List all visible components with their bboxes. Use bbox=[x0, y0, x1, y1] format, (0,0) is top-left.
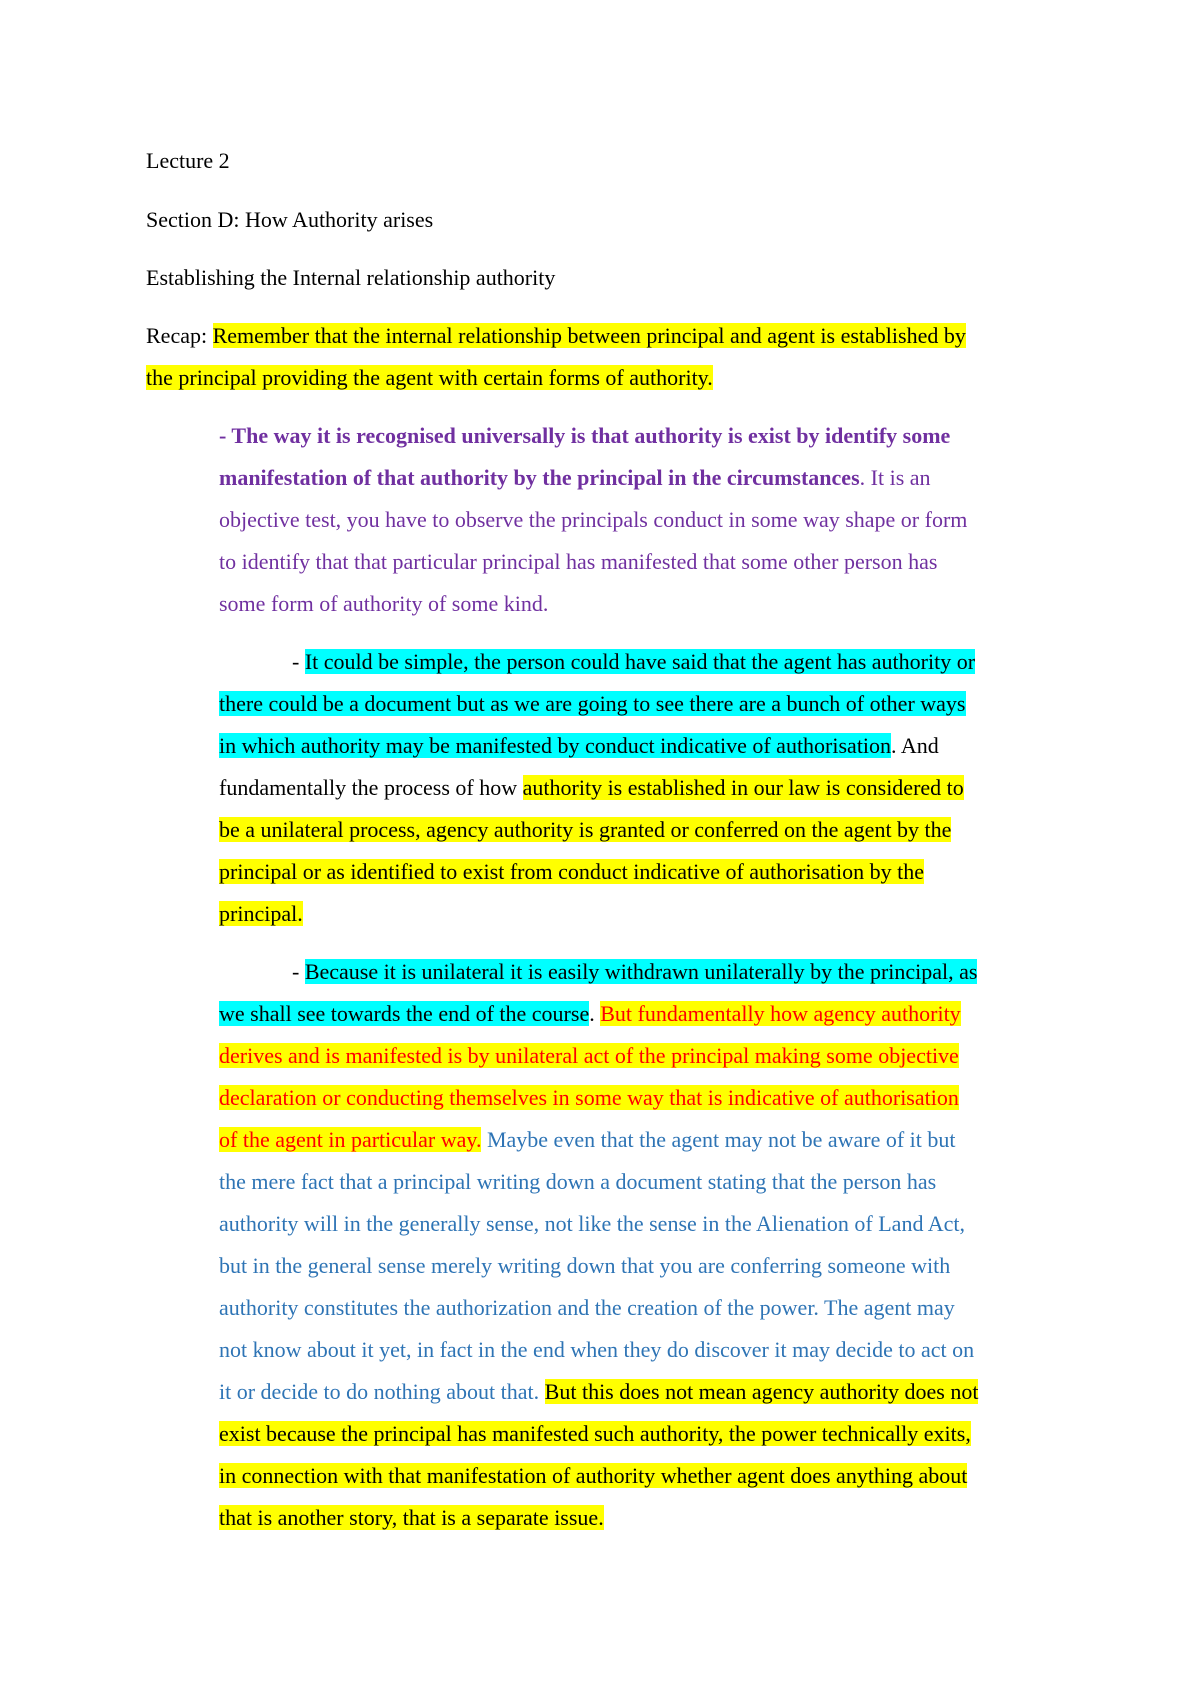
p3-line-2 bbox=[219, 993, 961, 1035]
section-heading-text: Section D: How Authority arises bbox=[146, 207, 434, 232]
p3-blue-text: it or decide to do nothing about that. bbox=[219, 1379, 545, 1404]
p2-line-4 bbox=[219, 767, 964, 809]
p3-line-14 bbox=[219, 1497, 604, 1539]
lecture-heading-text: Lecture 2 bbox=[146, 148, 230, 173]
p1-text: to identify that that particular principal has manifested that some other person has bbox=[219, 549, 938, 574]
p3-blue-text: authority will in the generally sense, not like the sense in the Alienation of Land Act, bbox=[219, 1211, 965, 1236]
section-heading bbox=[146, 199, 433, 241]
lecture-heading bbox=[146, 140, 230, 182]
p3-blue-text: but in the general sense merely writing down that you are conferring someone with bbox=[219, 1253, 951, 1278]
p3-cyan-highlight: Because it is unilateral it is easily withdrawn unilaterally by the principal, as bbox=[304, 959, 978, 984]
p3-line-3 bbox=[219, 1035, 959, 1077]
p3-line-9 bbox=[219, 1287, 955, 1329]
p2-line-7 bbox=[219, 893, 303, 935]
p3-line-4 bbox=[219, 1077, 959, 1119]
p2-dash: - bbox=[292, 649, 305, 674]
recap-highlight: the principal providing the agent with certain forms of authority. bbox=[146, 365, 713, 390]
p2-line-2 bbox=[219, 683, 966, 725]
p3-red-highlight: But fundamentally how agency authority bbox=[600, 1001, 961, 1026]
p3-line-8 bbox=[219, 1245, 950, 1287]
recap-line-2 bbox=[146, 357, 713, 399]
p3-red-highlight: derives and is manifested is by unilateral act of the principal making some objective bbox=[219, 1043, 959, 1068]
p2-line-5 bbox=[219, 809, 951, 851]
p3-line-11 bbox=[219, 1371, 978, 1413]
p2-yellow-highlight: principal or as identified to exist from conduct indicative of authorisation by the bbox=[219, 859, 925, 884]
p2-yellow-highlight: be a unilateral process, agency authority is granted or conferred on the agent by the bbox=[219, 817, 952, 842]
recap-highlight: Remember that the internal relationship between principal and agent is established by bbox=[212, 323, 966, 348]
p3-cyan-highlight: we shall see towards the end of the course bbox=[219, 1001, 590, 1026]
p3-dash: - bbox=[292, 959, 305, 984]
p1-line-4 bbox=[219, 541, 937, 583]
p3-yellow-highlight: exist because the principal has manifested such authority, the power technically exits, bbox=[219, 1421, 971, 1446]
p1-line-5 bbox=[219, 583, 548, 625]
p3-line-13 bbox=[219, 1455, 967, 1497]
p3-red-highlight: of the agent in particular way. bbox=[219, 1127, 482, 1152]
p2-line-1 bbox=[292, 641, 975, 683]
subheading bbox=[146, 257, 555, 299]
p1-line-2 bbox=[219, 457, 931, 499]
p1-text: . It is an bbox=[859, 465, 931, 490]
p2-yellow-highlight: authority is established in our law is considered to bbox=[522, 775, 964, 800]
p3-line-12 bbox=[219, 1413, 971, 1455]
p3-yellow-highlight: that is another story, that is a separate issue. bbox=[219, 1505, 604, 1530]
p3-line-7 bbox=[219, 1203, 965, 1245]
recap-line-1 bbox=[146, 315, 966, 357]
p3-blue-text: not know about it yet, in fact in the end when they do discover it may decide to act on bbox=[219, 1337, 975, 1362]
p2-line-3 bbox=[219, 725, 939, 767]
p3-red-highlight: declaration or conducting themselves in some way that is indicative of authorisation bbox=[219, 1085, 959, 1110]
p2-cyan-highlight: in which authority may be manifested by conduct indicative of authorisation bbox=[219, 733, 892, 758]
p2-text: . And bbox=[891, 733, 939, 758]
p1-text: objective test, you have to observe the principals conduct in some way shape or form bbox=[219, 507, 968, 532]
p1-bold-text: - The way it is recognised universally is that authority is exist by identify some bbox=[219, 423, 951, 448]
p3-blue-text: Maybe even that the agent may not be aware of it but bbox=[481, 1127, 956, 1152]
p2-yellow-highlight: principal. bbox=[219, 901, 303, 926]
p3-line-10 bbox=[219, 1329, 974, 1371]
recap-label: Recap: bbox=[146, 323, 213, 348]
p3-yellow-highlight: But this does not mean agency authority does not bbox=[544, 1379, 979, 1404]
p3-line-6 bbox=[219, 1161, 936, 1203]
p2-cyan-highlight: there could be a document but as we are going to see there are a bunch of other ways bbox=[219, 691, 966, 716]
p3-yellow-highlight: in connection with that manifestation of authority whether agent does anything about bbox=[219, 1463, 968, 1488]
p3-blue-text: authority constitutes the authorization and the creation of the power. The agent may bbox=[219, 1295, 955, 1320]
p2-line-6 bbox=[219, 851, 924, 893]
p3-text: . bbox=[589, 1001, 601, 1026]
p2-text: fundamentally the process of how bbox=[219, 775, 523, 800]
p1-bold-text: manifestation of that authority by the principal in the circumstances bbox=[219, 465, 860, 490]
p1-line-3 bbox=[219, 499, 967, 541]
p1-line-1 bbox=[219, 415, 950, 457]
p1-text: some form of authority of some kind. bbox=[219, 591, 549, 616]
p3-blue-text: the mere fact that a principal writing down a document stating that the person has bbox=[219, 1169, 937, 1194]
p3-line-5 bbox=[219, 1119, 956, 1161]
p3-line-1 bbox=[292, 951, 977, 993]
subheading-text: Establishing the Internal relationship authority bbox=[146, 265, 556, 290]
p2-cyan-highlight: It could be simple, the person could have said that the agent has authority or bbox=[304, 649, 976, 674]
